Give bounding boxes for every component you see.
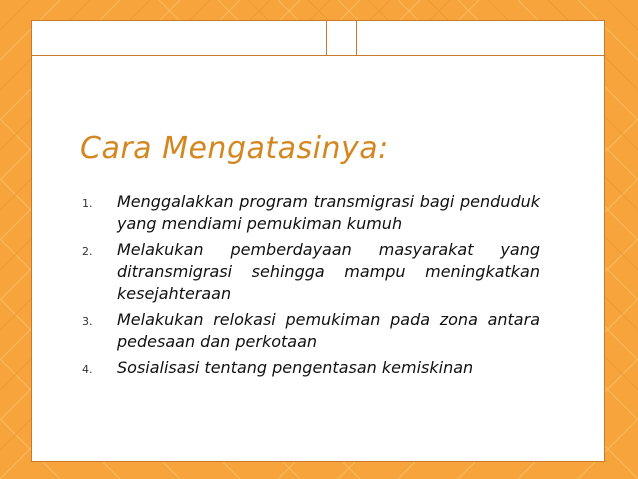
list-item bbox=[82, 309, 540, 353]
list-number: 2. bbox=[82, 245, 93, 258]
header-divider bbox=[32, 21, 604, 56]
list-number: 4. bbox=[82, 363, 93, 376]
list-number: 3. bbox=[82, 315, 93, 328]
list-item bbox=[82, 357, 540, 379]
slide-card bbox=[31, 20, 605, 462]
list-item bbox=[82, 191, 540, 235]
list-item bbox=[82, 239, 540, 305]
list-number: 1. bbox=[82, 197, 93, 210]
list-item-text: Melakukan pemberdayaan masyarakat yang ditransmigrasi sehingga mampu meningkatkan kesejahteraan bbox=[117, 240, 540, 303]
numbered-list bbox=[82, 191, 540, 383]
header-tab-marker bbox=[326, 21, 357, 55]
list-item-text: Sosialisasi tentang pengentasan kemiskinan bbox=[117, 358, 474, 377]
list-item-text: Menggalakkan program transmigrasi bagi penduduk yang mendiami pemukiman kumuh bbox=[117, 192, 540, 233]
list-item-text: Melakukan relokasi pemukiman pada zona antara pedesaan dan perkotaan bbox=[117, 310, 540, 351]
slide-title: Cara Mengatasinya: bbox=[80, 131, 389, 166]
